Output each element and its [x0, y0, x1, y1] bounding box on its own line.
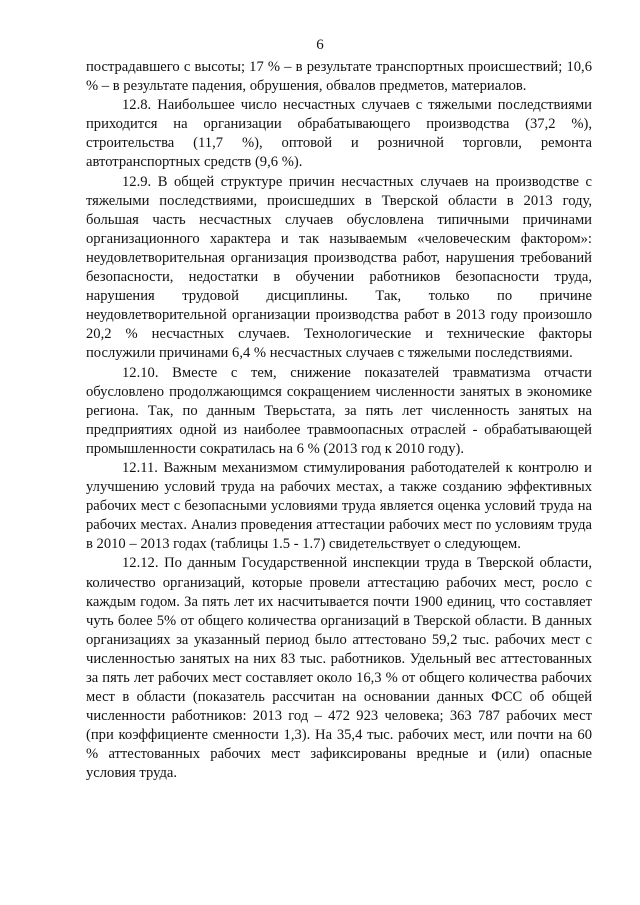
paragraph-12-12: 12.12. По данным Государственной инспекции труда в Тверской области, количество организаций, которые провели аттестацию рабочих мест, росло с каждым годом. За пять лет их насчитывается почти 1900 единиц, что составляет чуть более 5% от общего количества организаций в Тверской области. В данных организациях за указанный период было аттестовано 59,2 тыс. рабочих мест с численностью занятых на них 83 тыс. работников. Удельный вес аттестованных за пять лет рабочих мест составляет около 16,3 % от общего количества рабочих мест в области (показатель рассчитан на основании данных ФСС об общей численности работников: 2013 год – 472 923 человека; 363 787 рабочих мест (при коэффициенте сменности 1,3). На 35,4 тыс. рабочих мест, или почти на 60 % аттестованных рабочих мест зафиксированы вредные и (или) опасные условия труда.	[86, 555, 592, 782]
page-number: 6	[316, 37, 324, 53]
paragraph-12-11: 12.11. Важным механизмом стимулирования работодателей к контролю и улучшению условий труда на рабочих местах, а также созданию эффективных рабочих мест с безопасными условиями труда является оценка условий труда на рабочих местах. Анализ проведения аттестации рабочих мест по условиям труда в 2010 – 2013 годах (таблицы 1.5 - 1.7) свидетельствует о следующем.	[86, 459, 592, 553]
paragraph-12-10: 12.10. Вместе с тем, снижение показателей травматизма отчасти обусловлено продолжающимся сокращением численности занятых в экономике региона. Так, по данным Тверьстата, за пять лет численность занятых на предприятиях одной из наиболее травмоопасных отраслей - обрабатывающей промышленности сократилась на 6 % (2013 год к 2010 году).	[86, 364, 592, 457]
paragraph-continuation: пострадавшего с высоты; 17 % – в результате транспортных происшествий; 10,6 % – в результате падения, обрушения, обвалов предметов, материалов.	[86, 59, 592, 95]
paragraph-12-9: 12.9. В общей структуре причин несчастных случаев на производстве с тяжелыми последствиями, происшедших в Тверской области в 2013 году, большая часть несчастных случаев обусловлена типичными причинами организационного характера и так называемым «человеческим фактором»: неудовлетворительная организация производства работ, нарушения требований безопасности, недостатки в обучении работников безопасности труда, нарушения трудовой дисциплины. Так, только по причине неудовлетворительной организации производства работ в 2013 году произошло 20,2 % несчастных случаев. Технологические и технические факторы послужили причинами 6,4 % несчастных случаев с тяжелыми последствиями.	[86, 173, 592, 362]
paragraph-12-8: 12.8. Наибольшее число несчастных случаев с тяжелыми последствиями приходится на организации обрабатывающего производства (37,2 %), строительства (11,7 %), оптовой и розничной торговли, ремонта автотранспортных средств (9,6 %).	[86, 97, 592, 171]
document-body	[86, 58, 592, 784]
